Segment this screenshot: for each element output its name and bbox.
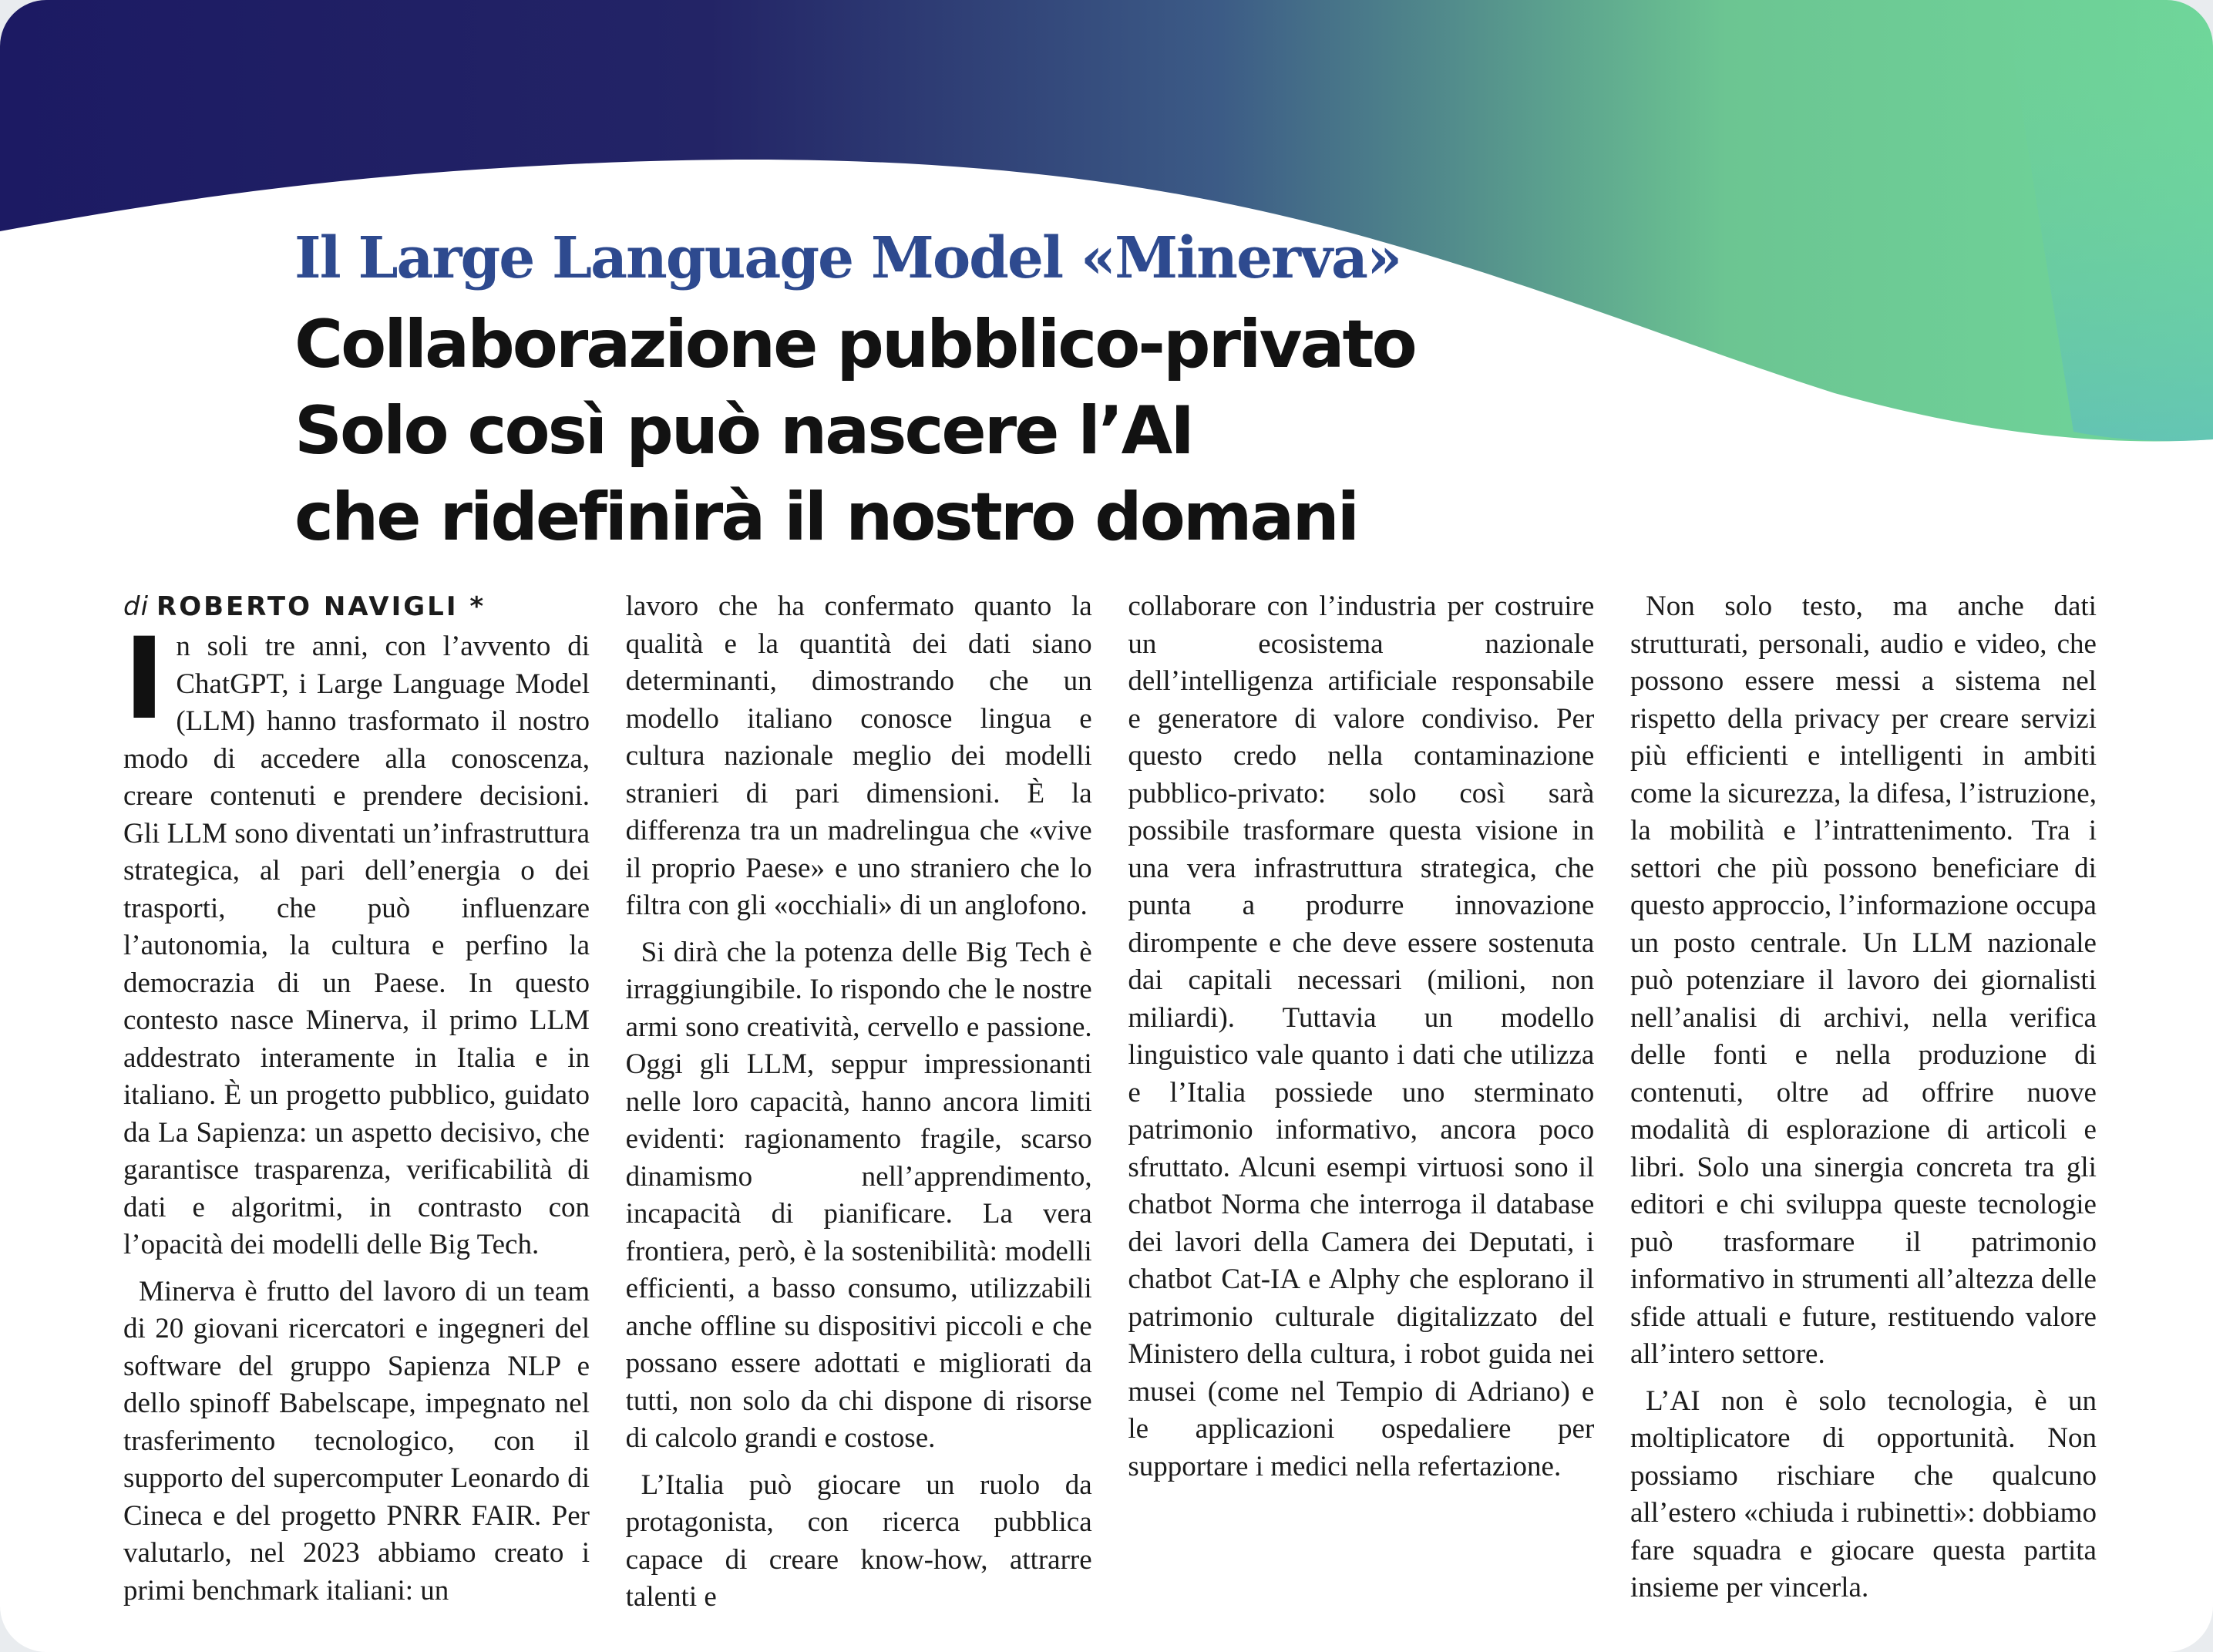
headline-line-2: Solo così può nascere l’AI bbox=[294, 392, 1193, 469]
column-3 bbox=[1128, 588, 1594, 1617]
paragraph: collaborare con l’industria per costruire un ecosistema nazionale dell’intelligenza artificiale responsabile e generatore di valore condiviso. Per questo credo nella contaminazione pubblico-privato: solo così sarà possibile trasformare questa visione in una vera infrastruttura strategica, che punta a produrre innovazione dirompente e che deve essere sostenuta dai capitali necessari (milioni, non miliardi). Tuttavia un modello linguistico vale quanto i dati che utilizza e l’Italia possiede uno sterminato patrimonio informativo, ancora poco sfruttato. Alcuni esempi virtuosi sono il chatbot Norma che interroga il database dei lavori della Camera dei Deputati, i chatbot Cat-IA e Alphy che esplorano il patrimonio culturale digitalizzato del Ministero della cultura, i robot guida nei musei (come nel Tempio di Adriano) e le applicazioni ospedaliere per supportare i medici nella refertazione. bbox=[1128, 590, 1595, 1482]
drop-cap: I bbox=[123, 614, 166, 745]
article-headline bbox=[294, 301, 1605, 560]
byline bbox=[123, 588, 590, 625]
paragraph: Minerva è frutto del lavoro di un team di 20 giovani ricercatori e ingegneri del software del gruppo Sapienza NLP e dello spinoff Babelscape, impegnato nel trasferimento tecnologico, con il supporto del supercomputer Leonardo di Cineca e del progetto PNRR FAIR. Per valutarlo, nel 2023 abbiamo creato i primi benchmark italiani: un bbox=[123, 1275, 590, 1607]
headline-line-1: Collaborazione pubblico-privato bbox=[294, 306, 1415, 383]
column-2 bbox=[626, 588, 1092, 1617]
paragraph: lavoro che ha confermato quanto la qualità e la quantità dei dati siano determinanti, dimostrando che un modello italiano conosce lingua e cultura nazionale meglio dei modelli stranieri di pari dimensioni. È la differenza tra un madrelingua che «vive il proprio Paese» e uno straniero che lo filtra con gli «occhiali» di un anglofono. bbox=[625, 590, 1092, 921]
byline-author: ROBERTO NAVIGLI * bbox=[156, 591, 486, 622]
byline-prefix: di bbox=[123, 591, 150, 622]
paragraph: Non solo testo, ma anche dati strutturati, personali, audio e video, che possono essere messi a sistema nel rispetto della privacy per creare servizi più efficienti e intelligenti in ambiti come la sicurezza, la difesa, l’istruzione, la mobilità e l’intrattenimento. Tra i settori che più possono beneficiare di questo approccio, l’informazione occupa un posto centrale. Un LLM nazionale può potenziare il lavoro dei giornalisti nell’analisi di archivi, nella verifica delle fonti e nella produzione di contenuti, oltre ad offrire nuove modalità di esplorazione di articoli e libri. Solo una sinergia concreta tra gli editori e chi sviluppa queste tecnologie può trasformare il patrimonio informativo in strumenti all’altezza delle sfide attuali e future, restituendo valore all’intero settore. bbox=[1629, 590, 2097, 1370]
headline-line-3: che ridefinirà il nostro domani bbox=[294, 479, 1358, 556]
paragraph: L’AI non è solo tecnologia, è un moltiplicatore di opportunità. Non possiamo rischiare che qualcuno all’estero «chiuda i rubinetti»: dobbiamo fare squadra e giocare questa partita insieme per vincerla. bbox=[1629, 1385, 2097, 1603]
paragraph: Si dirà che la potenza delle Big Tech è irraggiungibile. Io rispondo che le nostre armi sono creatività, cervello e passione. Oggi gli LLM, seppur impressionanti nelle loro capacità, hanno ancora limiti evidenti: ragionamento fragile, scarso dinamismo nell’apprendimento, incapacità di pianificare. La vera frontiera, però, è la sostenibilità: modelli efficienti, a basso consumo, utilizzabili anche offline su dispositivi piccoli e che possano essere adottati e migliorati da tutti, non solo da chi dispone di risorse di calcolo grandi e costose. bbox=[625, 936, 1092, 1454]
column-4 bbox=[1630, 588, 2097, 1617]
paragraph: L’Italia può giocare un ruolo da protagonista, con ricerca pubblica capace di creare know-how, attrarre talenti e bbox=[625, 1469, 1092, 1613]
paragraph: In soli tre anni, con l’avvento di ChatGPT, i Large Language Model (LLM) hanno trasformato il nostro modo di accedere alla conoscenza, creare contenuti e prendere decisioni. Gli LLM sono diventati un’infrastruttura strategica, al pari dell’energia o dei trasporti, che può influenzare l’autonomia, la cultura e perfino la democrazia di un Paese. In questo contesto nasce Minerva, il primo LLM addestrato interamente in Italia e in italiano. È un progetto pubblico, guidato da La Sapienza: un aspetto decisivo, che garantisce trasparenza, verificabilità di dati e algoritmi, in contrasto con l’opacità dei modelli delle Big Tech. bbox=[123, 614, 590, 1260]
article-header bbox=[294, 220, 1605, 560]
article-kicker: Il Large Language Model «Minerva» bbox=[294, 225, 1401, 291]
article-body bbox=[123, 588, 2097, 1617]
column-1 bbox=[123, 588, 590, 1617]
